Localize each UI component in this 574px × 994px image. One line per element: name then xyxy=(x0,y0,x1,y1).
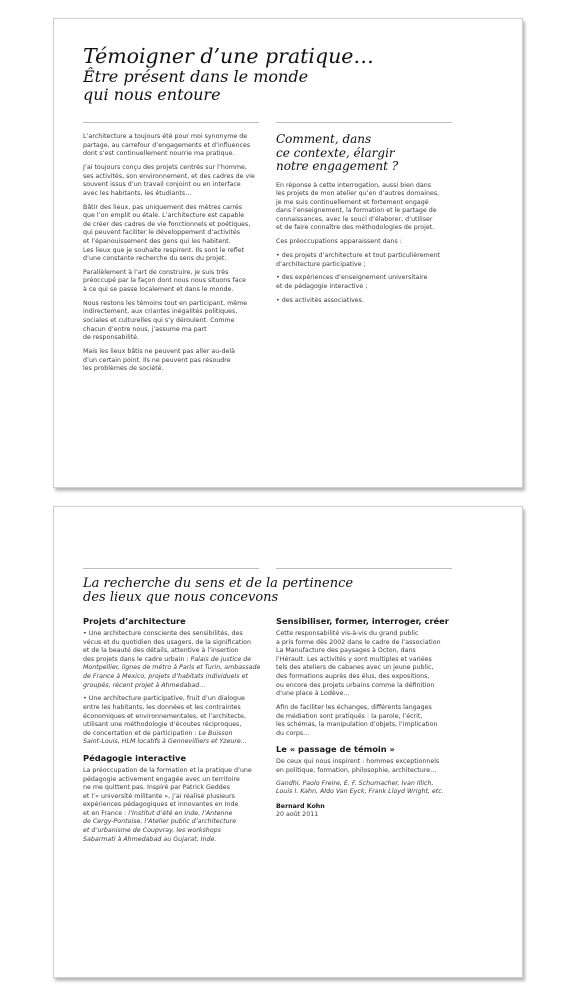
text-line: utilisant une méthodologie d’écoutes réciproques, xyxy=(83,721,242,729)
paragraph xyxy=(83,204,273,264)
signature-date: 20 août 2011 xyxy=(276,811,319,819)
text-line: J’ai toujours conçu des projets centrés sur l’homme, xyxy=(83,163,247,171)
text-line: Cette responsabilité vis-à-vis du grand public xyxy=(276,630,419,637)
sensibiliser-paragraph-1 xyxy=(276,630,481,699)
text-line: Montpellier, lignes de métro à Paris et Turin, ambassade xyxy=(83,664,261,672)
subtitle-line: qui nous entoure xyxy=(83,85,221,104)
text-line: chacun d’entre nous, j’assume ma part xyxy=(83,325,207,333)
right-column-rule xyxy=(276,122,452,123)
page-1 xyxy=(53,18,523,488)
text-line: Ces préoccupations apparaissent dans : xyxy=(276,238,402,246)
author-name: Bernard Kohn xyxy=(276,802,325,810)
text-line: je me suis continuellement et fortement engagé xyxy=(276,198,429,206)
text-line: et d’urbanisme de Coupvray, les workshops xyxy=(83,827,221,835)
page-1-subtitle xyxy=(83,68,308,104)
text-line: l’Institut d’été en Inde, l’Antenne xyxy=(128,809,233,817)
text-line: Gandhi, Paolo Freire, E. F. Schumacher, Ivan Illich, xyxy=(276,779,434,787)
text-line: de concertation et de participation : xyxy=(83,729,199,737)
text-line: a pris forme dès 2002 dans le cadre de l’association xyxy=(276,638,441,646)
text-line: de Cergy-Pontoise, l’Atelier public d’architecture xyxy=(83,818,237,826)
paragraph xyxy=(83,164,273,198)
projets-heading: Projets d’architecture xyxy=(83,616,186,626)
text-line: Le Buisson xyxy=(198,729,233,737)
text-line: d’un certain point. Ils ne peuvent pas résoudre xyxy=(83,356,231,364)
paragraph xyxy=(83,269,273,295)
text-line: d’une place à Lodève… xyxy=(276,690,350,698)
text-line: de responsabilité. xyxy=(83,334,140,342)
text-line: Bâtir des lieux, pas uniquement des mètres carrés xyxy=(83,203,243,211)
subtitle-line: Être présent dans le monde xyxy=(83,67,309,86)
heading-line: Comment, dans xyxy=(276,132,372,146)
text-line: et en France : xyxy=(83,809,129,817)
text-line: ne me quittent pas. Inspiré par Patrick Geddes xyxy=(83,784,230,792)
text-line: d’architecture participative ; xyxy=(276,260,366,268)
pedagogie-paragraph xyxy=(83,767,283,844)
text-line: d’une constante recherche du sens du projet. xyxy=(83,255,227,263)
text-line: • Une architecture consciente des sensibilités, des xyxy=(83,630,243,637)
text-line: Palais de justice de xyxy=(190,655,252,663)
text-line: les projets de mon atelier qu’en d’autres domaines, xyxy=(276,190,440,198)
text-line: en politique, formation, philosophie, architecture… xyxy=(276,766,437,774)
text-line: dont s’est continuellement nourrie ma pratique. xyxy=(83,150,235,158)
passage-paragraph xyxy=(276,758,481,775)
text-line: avec les habitants, les étudiants… xyxy=(83,189,192,197)
text-line: de médiation sont pratiqués : la parole, l’écrit, xyxy=(276,712,423,720)
text-line: groupés, récent projet à Ahmedabad… xyxy=(83,681,206,689)
text-line: ou encore des projets urbains comme la définition xyxy=(276,681,435,689)
text-line: • des projets d’architecture et tout particulièrement xyxy=(276,252,441,260)
text-line: sociales et culturelles qui s’y déroulent. Comme xyxy=(83,317,235,325)
text-line: à ce qui se passe localement et dans le monde. xyxy=(83,286,234,294)
text-line: expériences pédagogiques et innovantes en Inde xyxy=(83,801,239,809)
text-line: vécus et du quotidien des usagers, de la signification xyxy=(83,638,251,646)
text-line: • Une architecture participative, fruit d’un dialogue xyxy=(83,695,245,703)
text-line: ses activités, son environnement, et des cadres de vie xyxy=(83,172,255,180)
text-line: tels des ateliers de cabanes avec un jeune public, xyxy=(276,664,434,672)
text-line: et de la beauté des détails, attentive à l’insertion xyxy=(83,647,239,655)
page-2 xyxy=(53,506,523,978)
projets-bullet-1 xyxy=(83,630,283,690)
text-line: et de pédagogie interactive ; xyxy=(276,283,368,290)
paragraph xyxy=(276,274,476,291)
text-line: Les lieux que je souhaite respirent. Ils sont le reflet xyxy=(83,246,245,254)
text-line: que l’on emplit ou étale. L’architecture est capable xyxy=(83,212,245,220)
page-1-left-column xyxy=(83,133,273,379)
signature xyxy=(276,803,481,820)
paragraph xyxy=(83,300,273,343)
text-line: préoccupé par la façon dont nous nous situons face xyxy=(83,277,246,285)
paragraph xyxy=(276,297,476,306)
text-line: Nous restons les témoins tout en participant, même xyxy=(83,299,248,307)
inspirations-list xyxy=(276,780,481,797)
heading-line: ce contexte, élargir xyxy=(276,145,395,160)
text-line: Parallèlement à l’art de construire, je suis très xyxy=(83,268,229,276)
page-2-heading xyxy=(83,577,353,605)
paragraph xyxy=(276,182,476,234)
text-line: Afin de faciliter les échanges, différents langages xyxy=(276,703,432,711)
text-line: les problèmes de société. xyxy=(83,365,164,373)
text-line: et de faire connaître des méthodologies de projet. xyxy=(276,224,435,232)
right-column-body xyxy=(276,182,476,306)
text-line: • des activités associatives. xyxy=(276,296,364,304)
page-2-right-column xyxy=(276,616,481,820)
paragraph xyxy=(83,133,273,159)
text-line: de créer des cadres de vie fonctionnels et poétiques, xyxy=(83,220,251,228)
text-line: économiques et environnementales, et l’architecte, xyxy=(83,712,246,720)
text-line: souvent issus d’un travail conjoint ou en interface xyxy=(83,181,241,189)
sensibiliser-heading: Sensibiliser, former, interroger, créer xyxy=(276,616,449,626)
text-line: partage, au carrefour d’engagements et d’influences xyxy=(83,141,251,149)
text-line: et l’épanouissement des gens qui les habitent. xyxy=(83,237,231,245)
text-line: Mais les lieux bâtis ne peuvent pas aller au-delà xyxy=(83,348,236,355)
text-line: entre les habitants, les données et les contraintes xyxy=(83,703,241,711)
text-line: Louis I. Kahn, Aldo Van Eyck, Frank Lloyd Wright, etc. xyxy=(276,788,444,796)
paragraph xyxy=(276,238,476,247)
heading-line: La recherche du sens et de la pertinence xyxy=(83,576,354,591)
right-column-rule xyxy=(276,568,452,569)
text-line: des formations auprès des élus, des expositions, xyxy=(276,672,430,680)
paragraph xyxy=(276,252,476,269)
heading-line: des lieux que nous concevons xyxy=(83,590,279,605)
text-line: des projets dans le cadre urbain : xyxy=(83,655,191,663)
left-column-rule xyxy=(83,568,259,569)
right-column-heading xyxy=(276,133,476,174)
text-line: • des expériences d’enseignement universitaire xyxy=(276,274,428,282)
page-1-title: Témoigner d’une pratique… xyxy=(83,44,374,68)
passage-heading: Le « passage de témoin » xyxy=(276,744,395,755)
text-line: de France à Mexico, projets d’habitats individuels et xyxy=(83,672,248,680)
text-line: et l’« université militante », j’ai réalisé plusieurs xyxy=(83,792,235,800)
text-line: l’Hérault. Les activités y sont multiples et variées xyxy=(276,655,432,663)
heading-line: notre engagement ? xyxy=(276,159,399,173)
text-line: Sabarmati à Ahmedabad au Gujarat, Inde. xyxy=(83,835,217,843)
text-line: dans l’enseignement, la formation et le partage de xyxy=(276,207,437,215)
text-line: pédagogie activement engagée avec un territoire xyxy=(83,775,240,783)
text-line: qui peuvent faciliter le développement d’activités xyxy=(83,229,241,237)
page-2-left-column xyxy=(83,616,283,849)
text-line: En réponse à cette interrogation, aussi bien dans xyxy=(276,181,431,189)
text-line: Saint-Louis, HLM locatifs à Gennevilliers et Yzeure… xyxy=(83,738,248,746)
text-line: indirectement, aux criantes inégalités politiques, xyxy=(83,308,238,316)
text-line: L’architecture a toujours été pour moi synonyme de xyxy=(83,133,248,140)
text-line: du corps… xyxy=(276,729,310,737)
left-column-rule xyxy=(83,122,259,123)
text-line: De ceux qui nous inspirent : hommes exceptionnels xyxy=(276,758,440,766)
projets-bullet-2 xyxy=(83,695,283,747)
pedagogie-heading: Pédagogie interactive xyxy=(83,752,186,763)
page-1-right-column xyxy=(276,133,476,311)
text-line: connaissances, avec le souci d’élaborer, d’utiliser xyxy=(276,215,433,223)
text-line: La préoccupation de la formation et la pratique d’une xyxy=(83,766,252,774)
paragraph xyxy=(83,348,273,374)
text-line: les schémas, la manipulation d’objets, l’implication xyxy=(276,721,438,729)
text-line: La Manufacture des paysages à Octon, dans xyxy=(276,647,416,655)
sensibiliser-paragraph-2 xyxy=(276,704,481,738)
